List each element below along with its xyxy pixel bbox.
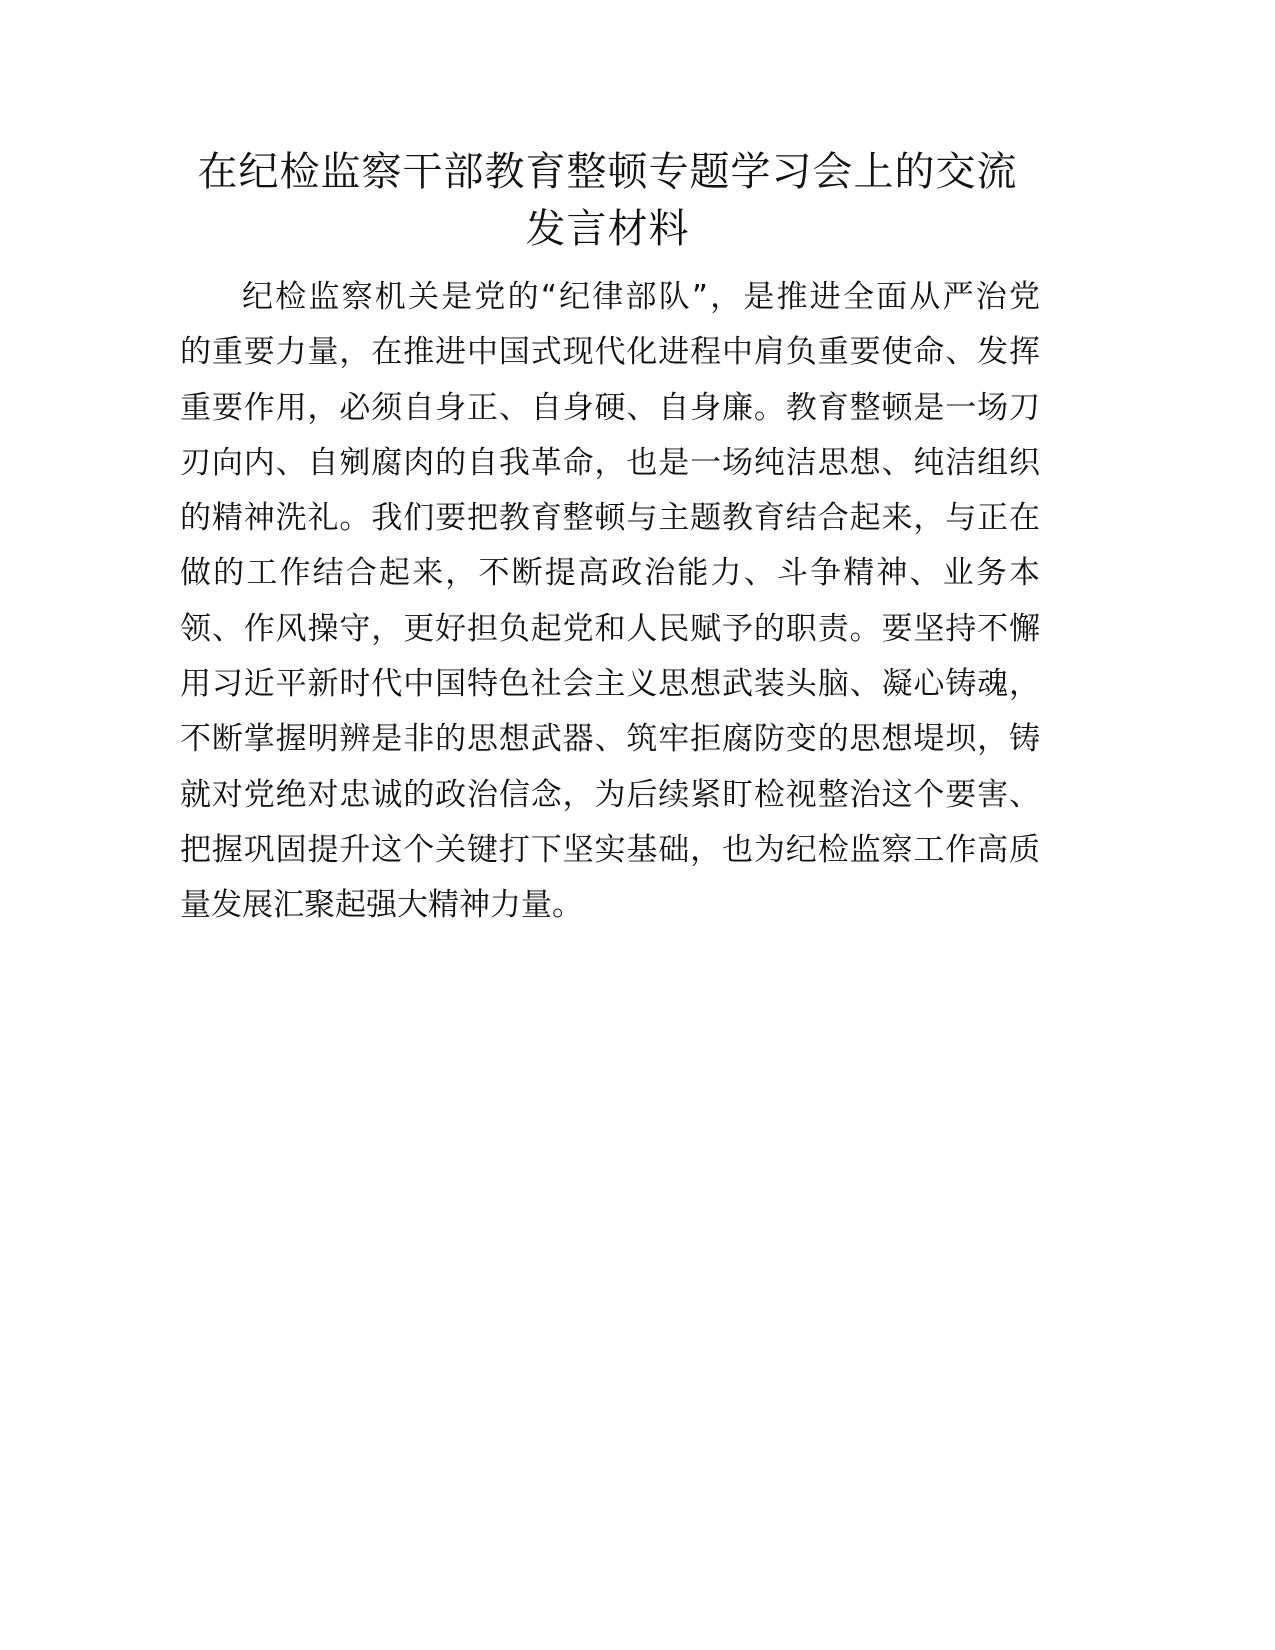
paragraph-line: 的重要力量，在推进中国式现代化进程中肩负重要使命、发挥 (180, 334, 1040, 371)
paragraph-line: 领、作风操守，更好担负起党和人民赋予的职责。要坚持不懈 (180, 610, 1040, 647)
paragraph-line: 把握巩固提升这个关键打下坚实基础，也为纪检监察工作高质 (180, 831, 1040, 868)
paragraph-line: 就对党绝对忠诚的政治信念，为后续紧盯检视整治这个要害、 (180, 776, 1040, 813)
title-line: 在纪检监察干部教育整顿专题学习会上的交流 (197, 149, 1018, 195)
paragraph-line: 刃向内、自剜腐肉的自我革命，也是一场纯洁思想、纯洁组织 (180, 444, 1040, 481)
paragraph-line: 纪检监察机关是党的“纪律部队”，是推进全面从严治党 (242, 279, 1040, 315)
document-title (0, 144, 1215, 258)
paragraph-line: 用习近平新时代中国特色社会主义思想武装头脑、凝心铸魂， (180, 666, 1040, 703)
title-line: 发言材料 (525, 206, 690, 252)
paragraph-line: 的精神洗礼。我们要把教育整顿与主题教育结合起来，与正在 (180, 500, 1040, 537)
body-paragraph (180, 270, 1040, 934)
paragraph-line: 不断掌握明辨是非的思想武器、筑牢拒腐防变的思想堤坝，铸 (180, 721, 1040, 758)
paragraph-line: 量发展汇聚起强大精神力量。 (180, 887, 583, 924)
paragraph-line: 重要作用，必须自身正、自身硬、自身廉。教育整顿是一场刀 (180, 389, 1040, 426)
paragraph-line: 做的工作结合起来，不断提高政治能力、斗争精神、业务本 (180, 555, 1040, 592)
